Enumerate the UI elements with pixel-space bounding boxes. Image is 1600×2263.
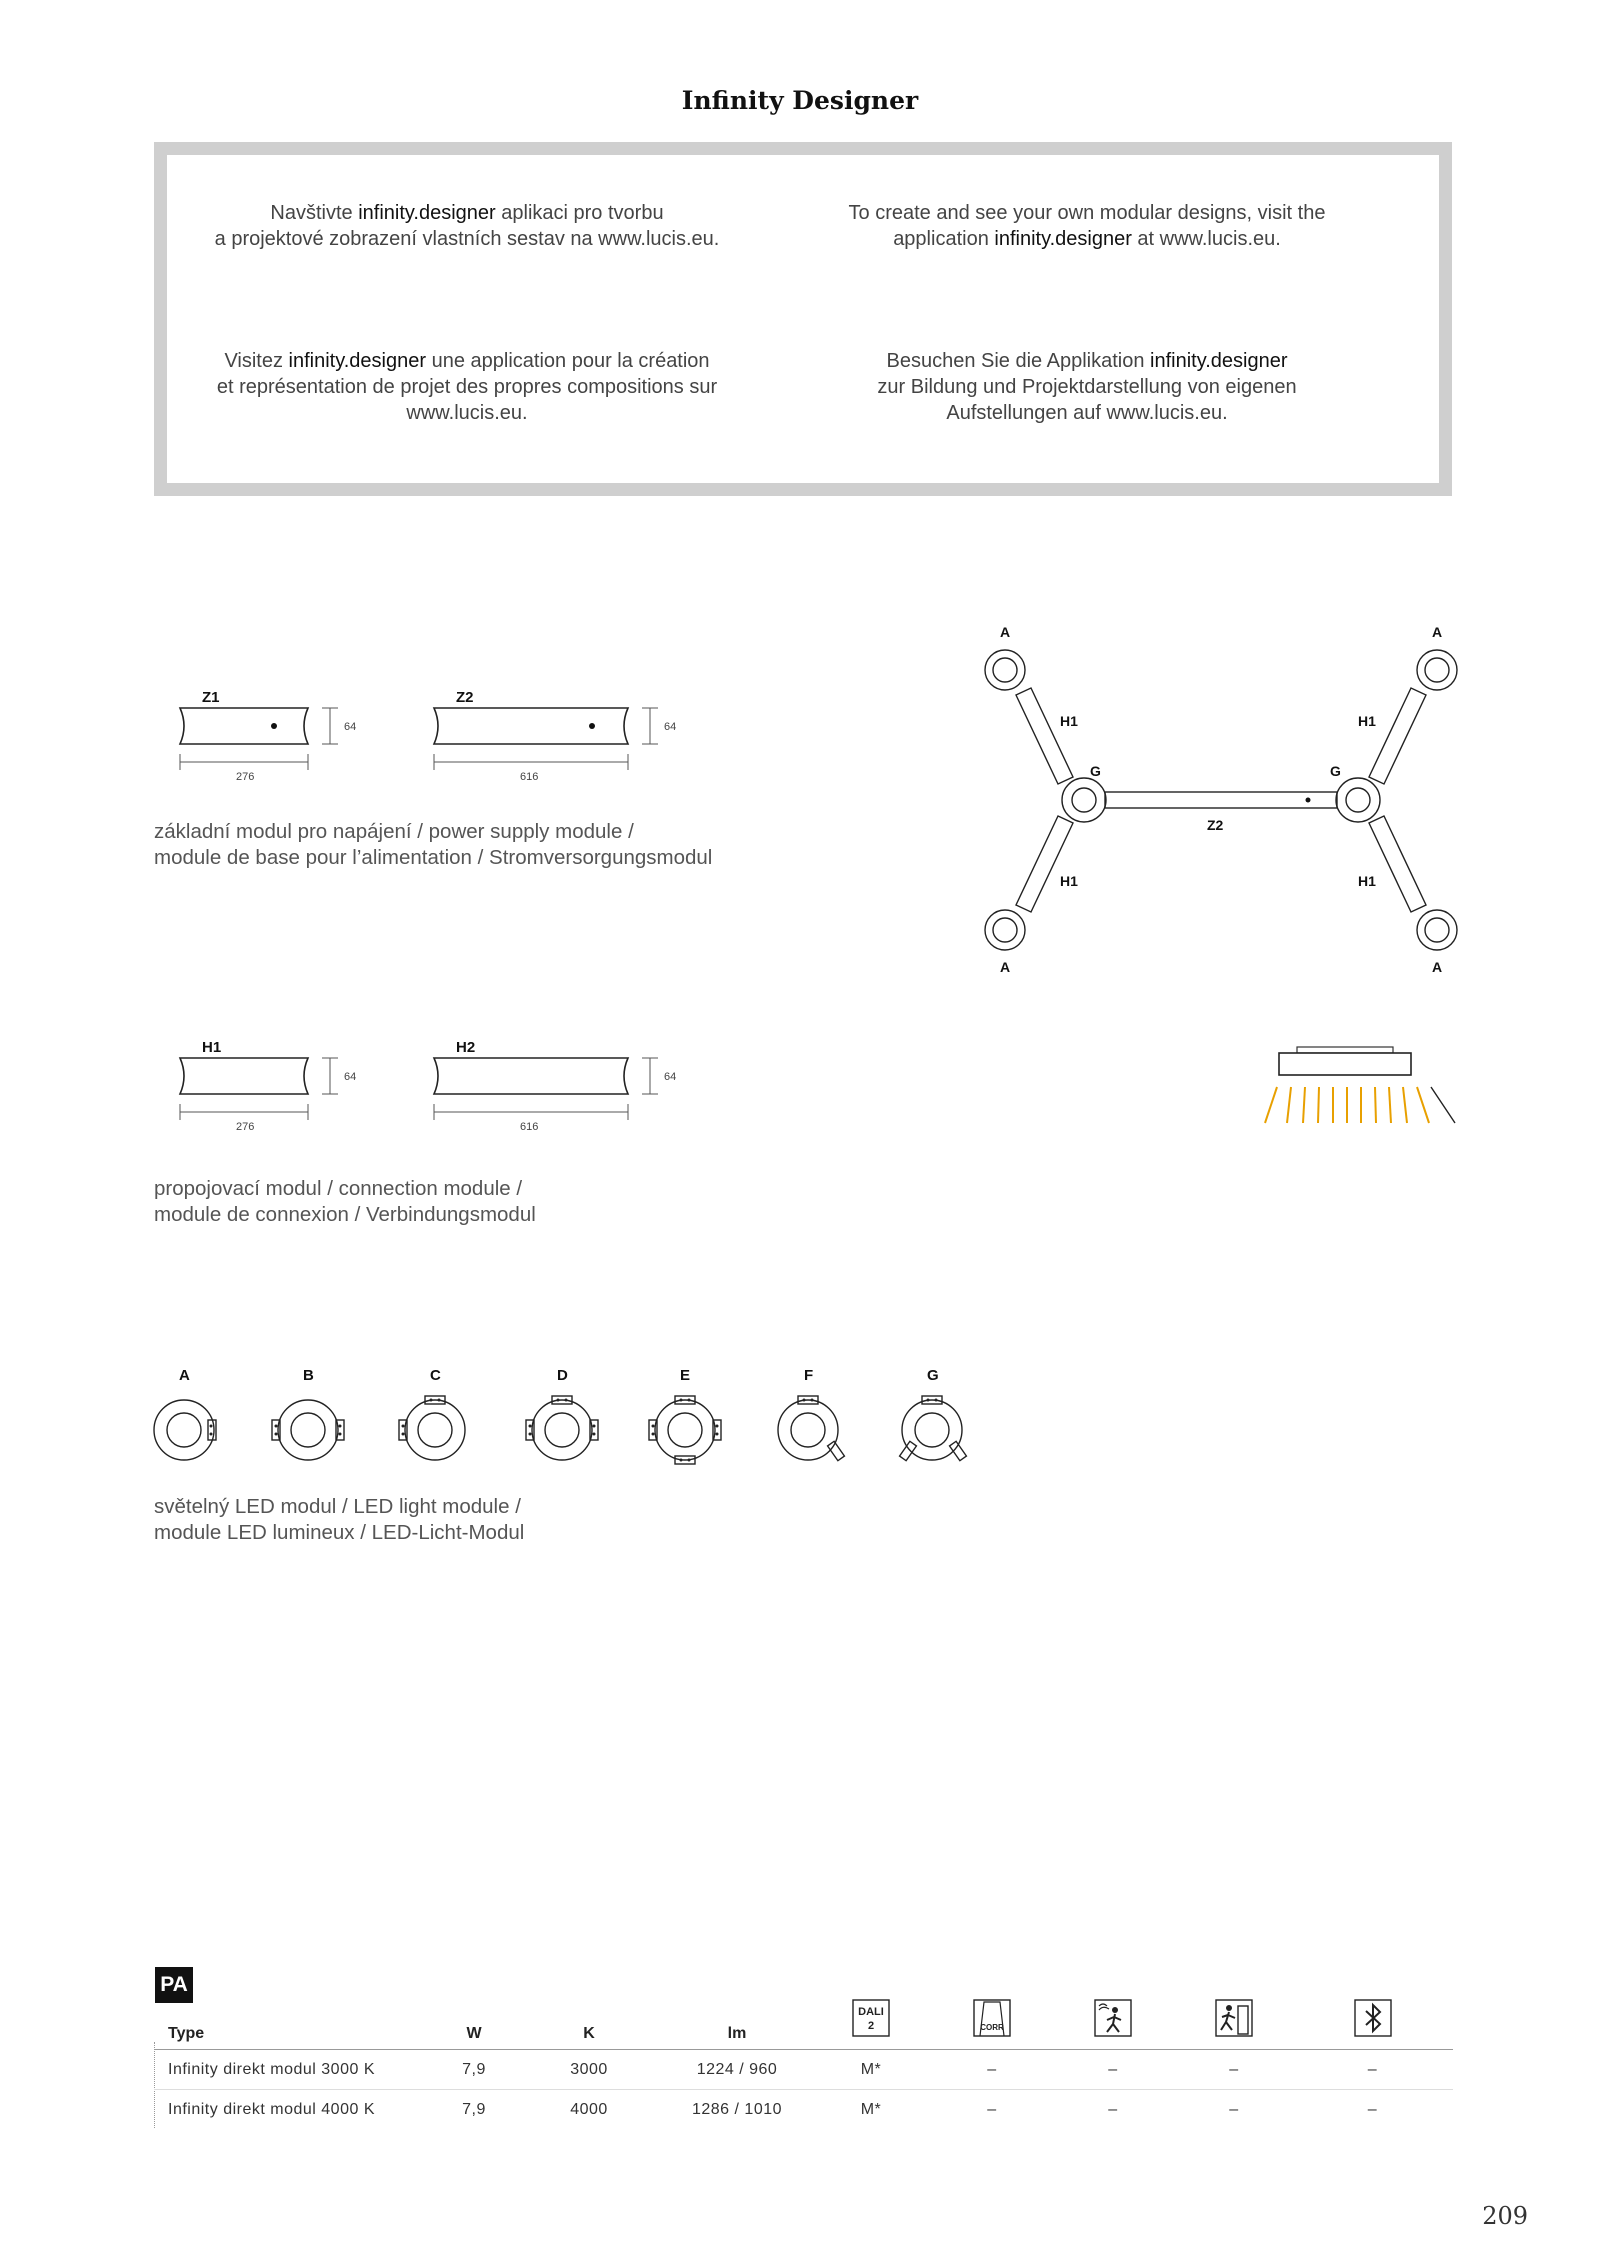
assembly-label-h1-bl: H1 <box>1060 873 1078 889</box>
led-label-f: F <box>804 1367 814 1384</box>
z2-dot <box>589 723 595 729</box>
header-sensor <box>1050 1994 1176 2050</box>
z1-outline <box>180 708 308 744</box>
h1-width: 276 <box>236 1121 255 1133</box>
led-label-d: D <box>557 1367 568 1384</box>
z1-label: Z1 <box>202 689 220 706</box>
led-module-c <box>399 1396 465 1460</box>
row-lm: 1224 / 960 <box>666 2050 808 2090</box>
led-module-a <box>154 1400 216 1460</box>
h1-label: H1 <box>202 1039 222 1056</box>
header-w: W <box>436 1994 512 2050</box>
header-k: K <box>512 1994 666 2050</box>
table-row <box>154 2050 1453 2090</box>
row-emergency: – <box>1229 2100 1239 2118</box>
connection-modules-drawing <box>150 1030 710 1150</box>
arm-top-left <box>1016 688 1073 784</box>
led-label-g: G <box>927 1367 939 1384</box>
led-module-f <box>778 1396 844 1461</box>
light-distribution-icon <box>1255 1045 1475 1125</box>
row-emergency: – <box>1176 2050 1292 2090</box>
assembly-diagram <box>960 620 1480 980</box>
led-label-a: A <box>179 1367 190 1384</box>
row-bluetooth: – <box>1367 2100 1378 2118</box>
z2-height: 64 <box>664 721 677 733</box>
led-label-c: C <box>430 1367 441 1384</box>
row-w: 7,9 <box>436 2050 512 2090</box>
row-type: Infinity direkt modul 3000 K <box>154 2050 436 2090</box>
svg-text:2: 2 <box>867 2020 875 2032</box>
led-label-b: B <box>303 1367 314 1384</box>
info-text-en: To create and see your own modular designs, visit the application infinity.designer at www.lucis.eu. <box>848 202 1326 250</box>
corridor-icon <box>972 1998 1012 2038</box>
led-module-d <box>526 1396 598 1460</box>
header-corr <box>934 1994 1050 2050</box>
assembly-label-z2: Z2 <box>1207 817 1224 833</box>
arm-bottom-right <box>1369 816 1426 912</box>
emergency-exit-icon <box>1214 1998 1254 2038</box>
info-box <box>154 142 1452 496</box>
arm-bottom-left <box>1016 816 1073 912</box>
assembly-label-a-tr: A <box>1432 624 1443 640</box>
h2-width: 616 <box>520 1121 539 1133</box>
table-header-row <box>154 1994 1453 2050</box>
assembly-label-h1-tr: H1 <box>1358 713 1376 729</box>
assembly-label-h1-br: H1 <box>1358 873 1376 889</box>
dali-icon <box>851 1998 891 2038</box>
h1-outline <box>180 1058 308 1094</box>
z1-height: 64 <box>344 721 357 733</box>
row-corr: – <box>987 2100 997 2118</box>
led-module-g <box>900 1396 967 1461</box>
arm-top-right <box>1369 688 1426 784</box>
led-label-e: E <box>680 1367 691 1384</box>
row-sensor: – <box>1050 2050 1176 2090</box>
z2-label: Z2 <box>456 689 474 706</box>
led-module-caption: světelný LED modul / LED light module / module LED lumineux / LED-Licht-Modul <box>154 1495 525 1544</box>
header-emergency <box>1176 1994 1292 2050</box>
assembly-label-g-left: G <box>1090 763 1101 779</box>
row-type: Infinity direkt modul 4000 K <box>168 2100 375 2118</box>
assembly-label-h1-tl: H1 <box>1060 713 1078 729</box>
row-k: 4000 <box>570 2100 608 2118</box>
spec-table <box>154 1994 1453 2129</box>
row-lm: 1286 / 1010 <box>691 2100 783 2118</box>
led-module-b <box>272 1400 344 1460</box>
bluetooth-icon <box>1353 1998 1393 2038</box>
led-module-e <box>649 1396 721 1464</box>
row-w: 7,9 <box>462 2100 486 2118</box>
assembly-label-a-tl: A <box>1000 624 1011 640</box>
header-bluetooth <box>1292 1994 1453 2050</box>
row-dali: M* <box>860 2100 882 2118</box>
power-modules-drawing <box>150 680 710 800</box>
header-type: Type <box>154 1994 436 2050</box>
row-dali: M* <box>808 2050 934 2090</box>
page-number: 209 <box>1482 2202 1528 2230</box>
h2-height: 64 <box>664 1071 677 1083</box>
info-text-de: Besuchen Sie die Applikation infinity.designer zur Bildung und Projektdarstellung von eigenen Aufstellungen auf www.lucis.eu. <box>877 350 1297 424</box>
header-dali <box>808 1994 934 2050</box>
svg-text:DALI: DALI <box>858 2006 884 2018</box>
header-lm: lm <box>666 1994 808 2050</box>
row-k: 3000 <box>512 2050 666 2090</box>
info-text-fr: Visitez infinity.designer une application pour la création et représentation de projet des propres compositions sur www.lucis.eu. <box>216 350 718 424</box>
led-modules-drawing <box>150 1360 1000 1470</box>
h1-height: 64 <box>344 1071 357 1083</box>
assembly-label-g-right: G <box>1330 763 1341 779</box>
z2-outline <box>434 708 628 744</box>
h2-outline <box>434 1058 628 1094</box>
center-bar <box>1105 792 1337 808</box>
h2-label: H2 <box>456 1039 476 1056</box>
z2-width: 616 <box>520 771 539 783</box>
power-module-caption: základní modul pro napájení / power supply module / module de base pour l’alimentation / Stromversorgungsmodul <box>154 820 713 869</box>
row-sensor: – <box>1108 2100 1118 2118</box>
assembly-label-a-bl: A <box>1000 959 1011 975</box>
connection-module-caption: propojovací modul / connection module / module de connexion / Verbindungsmodul <box>154 1177 536 1226</box>
svg-text:CORR: CORR <box>980 2023 1004 2032</box>
info-text-cz: Navštivte infinity.designer aplikaci pro tvorbu a projektové zobrazení vlastních sestav na www.lucis.eu. <box>214 202 720 250</box>
row-corr: – <box>934 2050 1050 2090</box>
table-row <box>154 2090 1453 2130</box>
pa-badge: PA <box>155 1967 193 2003</box>
row-bluetooth: – <box>1292 2050 1453 2090</box>
z1-width: 276 <box>236 771 255 783</box>
page-title: Infinity Designer <box>681 86 919 115</box>
z1-dot <box>271 723 277 729</box>
assembly-label-a-br: A <box>1432 959 1443 975</box>
motion-sensor-icon <box>1093 1998 1133 2038</box>
